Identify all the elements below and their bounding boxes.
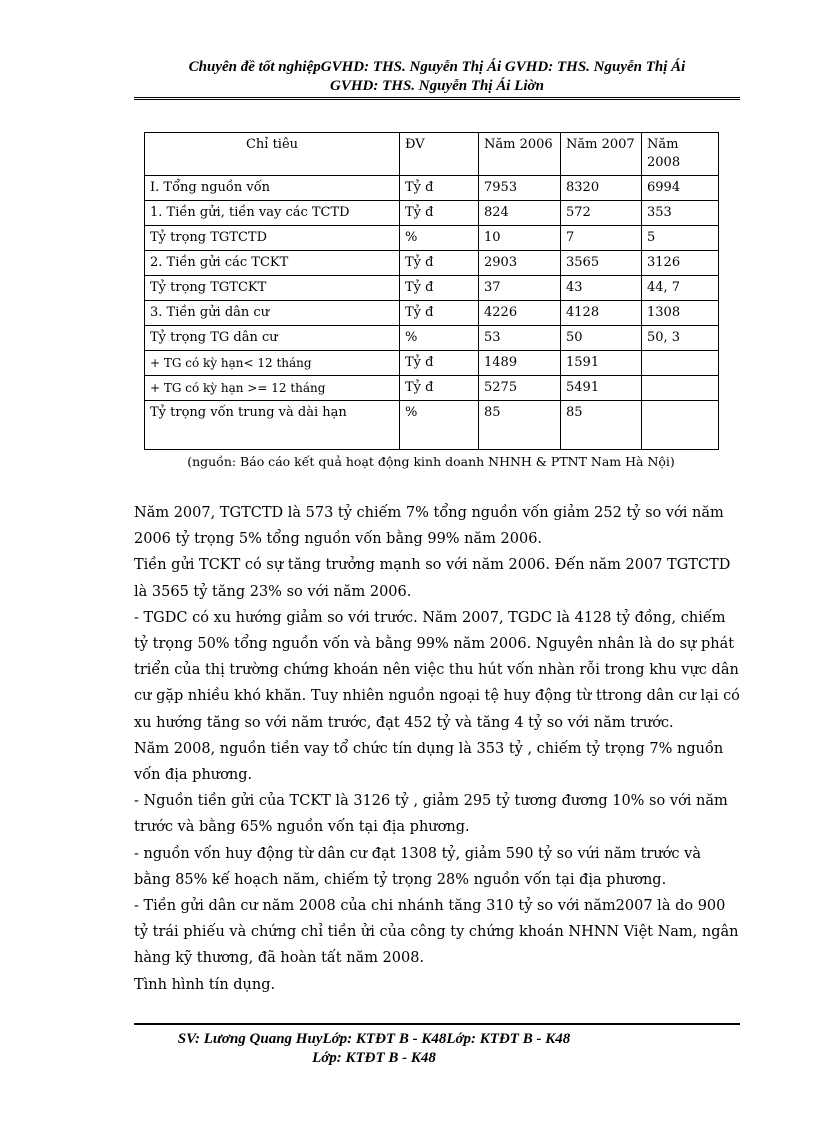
table-cell: Tỷ trọng TGTCKT bbox=[145, 276, 400, 301]
table-cell: 85 bbox=[561, 401, 642, 450]
paragraph: - Nguồn tiền gửi của TCKT là 3126 tỷ , giảm 295 tỷ tương đương 10% so với năm trước và bằng 65% nguồn vốn tại địa phương. bbox=[134, 793, 728, 836]
table-cell: Tỷ trọng TG dân cư bbox=[145, 326, 400, 351]
table-cell: I. Tổng nguồn vốn bbox=[145, 176, 400, 201]
table-cell: 10 bbox=[479, 226, 561, 251]
table-row bbox=[145, 226, 719, 251]
table-cell: 5491 bbox=[561, 376, 642, 401]
table-cell: Tỷ đ bbox=[400, 251, 479, 276]
table-row bbox=[145, 201, 719, 226]
paragraph: - Tiền gửi dân cư năm 2008 của chi nhánh tăng 310 tỷ so với năm2007 là do 900 tỷ trái phiếu và chứng chỉ tiền ửi của công ty chứng khoán NHNN Việt Nam, ngân hàng kỹ thương, đã hoàn tất năm 2008. bbox=[134, 898, 739, 967]
table-row bbox=[145, 351, 719, 376]
table-cell: 353 bbox=[642, 201, 719, 226]
table-cell: 7 bbox=[561, 226, 642, 251]
table-cell: 5275 bbox=[479, 376, 561, 401]
table-cell: + TG có kỳ hạn< 12 tháng bbox=[145, 351, 400, 376]
table-cell: 53 bbox=[479, 326, 561, 351]
table-cell bbox=[642, 401, 719, 450]
table-cell: % bbox=[400, 401, 479, 450]
footer-line-2: Lớp: KTĐT B - K48 bbox=[312, 1050, 436, 1066]
table-row bbox=[145, 276, 719, 301]
table-cell: 85 bbox=[479, 401, 561, 450]
table-cell: Tỷ đ bbox=[400, 276, 479, 301]
table-cell: 3. Tiền gửi dân cư bbox=[145, 301, 400, 326]
table-header-row bbox=[145, 133, 719, 176]
footer-line-1: SV: Lương Quang HuyLớp: KTĐT B - K48Lớp: KTĐT B - K48 bbox=[177, 1031, 571, 1047]
footer-rule bbox=[134, 1023, 740, 1025]
table-row bbox=[145, 251, 719, 276]
table-cell: 43 bbox=[561, 276, 642, 301]
col-header-unit: ĐV bbox=[400, 133, 479, 176]
table-cell: 1591 bbox=[561, 351, 642, 376]
table-cell: % bbox=[400, 226, 479, 251]
table-cell: Tỷ trọng vốn trung và dài hạn bbox=[145, 401, 400, 450]
table-cell: Tỷ đ bbox=[400, 301, 479, 326]
paragraph: Năm 2008, nguồn tiền vay tổ chức tín dụng là 353 tỷ , chiếm tỷ trọng 7% nguồn vốn địa phương. bbox=[134, 740, 724, 784]
paragraph: - nguồn vốn huy động từ dân cư đạt 1308 tỷ, giảm 590 tỷ so vứi năm trước và bằng 85% kế hoạch năm, chiếm tỷ trọng 28% nguồn vốn tại địa phương. bbox=[134, 845, 701, 888]
table-source-note: (nguồn: Báo cáo kết quả hoạt động kinh doanh NHNH & PTNT Nam Hà Nội) bbox=[187, 454, 675, 469]
paragraph: Tình hình tín dụng. bbox=[134, 976, 276, 993]
table-cell: Tỷ đ bbox=[400, 176, 479, 201]
table-row bbox=[145, 301, 719, 326]
table-cell bbox=[642, 351, 719, 376]
table-cell: 824 bbox=[479, 201, 561, 226]
funding-table bbox=[144, 132, 719, 450]
paragraph: Tiền gửi TCKT có sự tăng trưởng mạnh so với năm 2006. Đến năm 2007 TGTCTD là 3565 tỷ tăng 23% so với năm 2006. bbox=[134, 557, 731, 600]
table-cell: 1489 bbox=[479, 351, 561, 376]
table-cell: 2. Tiền gửi các TCKT bbox=[145, 251, 400, 276]
table-cell: 3565 bbox=[561, 251, 642, 276]
table-row bbox=[145, 326, 719, 351]
col-header-2006: Năm 2006 bbox=[479, 133, 561, 176]
table-cell: % bbox=[400, 326, 479, 351]
table-cell: 4128 bbox=[561, 301, 642, 326]
table-cell: 2903 bbox=[479, 251, 561, 276]
paragraph: Năm 2007, TGTCTD là 573 tỷ chiếm 7% tổng nguồn vốn giảm 252 tỷ so với năm 2006 tỷ trọng 5% tổng nguồn vốn bằng 99% năm 2006. bbox=[134, 505, 724, 548]
page-footer bbox=[134, 1030, 614, 1068]
table-cell: Tỷ đ bbox=[400, 376, 479, 401]
table-cell: 7953 bbox=[479, 176, 561, 201]
table-cell: 3126 bbox=[642, 251, 719, 276]
header-line-1: Chuyên đề tốt nghiệpGVHD: THS. Nguyễn Thị Ái GVHD: THS. Nguyễn Thị Ái bbox=[188, 59, 686, 75]
table-row bbox=[145, 176, 719, 201]
table-cell: 50, 3 bbox=[642, 326, 719, 351]
col-header-2007: Năm 2007 bbox=[561, 133, 642, 176]
body-text bbox=[134, 500, 740, 998]
table-cell bbox=[642, 376, 719, 401]
table-cell: 37 bbox=[479, 276, 561, 301]
col-header-2008: Năm 2008 bbox=[642, 133, 719, 176]
table-cell: + TG có kỳ hạn >= 12 tháng bbox=[145, 376, 400, 401]
table-cell: 50 bbox=[561, 326, 642, 351]
table-cell: 572 bbox=[561, 201, 642, 226]
table-cell: 1. Tiền gửi, tiền vay các TCTD bbox=[145, 201, 400, 226]
table-cell: 4226 bbox=[479, 301, 561, 326]
table-row bbox=[145, 401, 719, 450]
table-cell: 1308 bbox=[642, 301, 719, 326]
table-cell: 6994 bbox=[642, 176, 719, 201]
table-cell: 44, 7 bbox=[642, 276, 719, 301]
table-cell: 5 bbox=[642, 226, 719, 251]
col-header-indicator: Chỉ tiêu bbox=[145, 133, 400, 176]
page-header bbox=[134, 58, 740, 96]
table-cell: Tỷ đ bbox=[400, 201, 479, 226]
header-rule bbox=[134, 97, 740, 100]
header-line-2: GVHD: THS. Nguyễn Thị Ái Liờn bbox=[330, 78, 544, 94]
table-cell: Tỷ đ bbox=[400, 351, 479, 376]
paragraph: - TGDC có xu hướng giảm so với trước. Năm 2007, TGDC là 4128 tỷ đồng, chiếm tỷ trọng 50% tổng nguồn vốn và bằng 99% năm 2006. Nguyên nhân là do sự phát triển của thị trường chứng khoán nên việc thu hút vốn nhàn rỗi trong khu vực dân cư gặp nhiều khó khăn. Tuy nhiên nguồn ngoại tệ huy động từ ttrong dân cư lại có xu hướng tăng so với năm trước, đạt 452 tỷ và tăng 4 tỷ so với năm trước. bbox=[134, 609, 740, 731]
table-cell: Tỷ trọng TGTCTD bbox=[145, 226, 400, 251]
table-row bbox=[145, 376, 719, 401]
table-cell: 8320 bbox=[561, 176, 642, 201]
